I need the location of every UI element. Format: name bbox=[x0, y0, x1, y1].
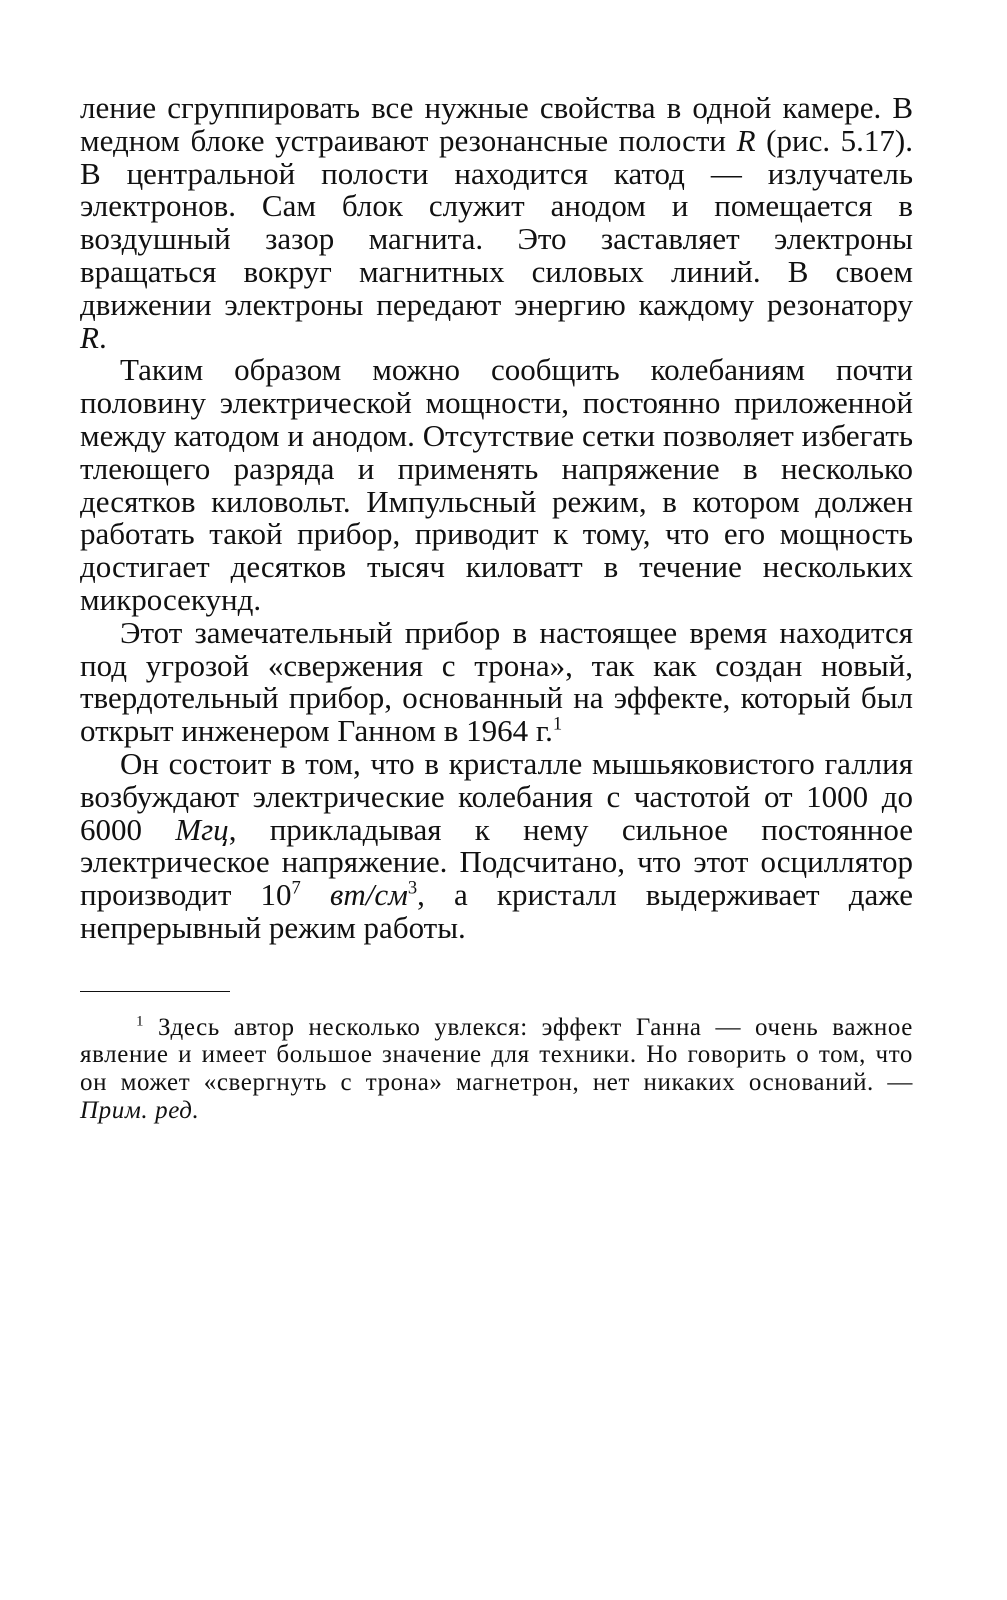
variable-r-2: R bbox=[80, 319, 99, 355]
variable-r-1: R bbox=[736, 122, 756, 158]
footnote bbox=[80, 1014, 913, 1124]
main-text bbox=[80, 92, 913, 945]
unit-frequency: Мгц bbox=[175, 811, 229, 847]
footnote-mark: 1 bbox=[136, 1013, 145, 1030]
paragraph-4-text-b: , прикладывая к нему сильное постоянное электрическое напряжение. Подсчитано, что этот осциллятор производит 10 bbox=[80, 811, 914, 913]
power-exponent: 7 bbox=[291, 877, 301, 899]
paragraph-3 bbox=[80, 614, 913, 749]
footnote-reference: 1 bbox=[552, 713, 563, 735]
unit-exponent: 3 bbox=[407, 877, 418, 899]
paragraph-2-text: Таким образом можно сообщить колебаниям почти половину электрической мощности, постоянно приложенной между катодом и анодом. Отсутствие сетки позволяет избегать тлеющего разряда и применять напряжение в несколько десятков киловольт. Импульсный режим, в котором должен работать такой прибор, приводит к тому, что его мощность достигает десятков тысяч киловатт в течение нескольких микросекунд. bbox=[80, 352, 913, 617]
paragraph-2 bbox=[80, 354, 913, 616]
unit-power-density: вт/см bbox=[329, 877, 408, 913]
footnote-text: Здесь автор несколько увлекся: эффект Ганна — очень важное явление и имеет большое значение для техники. Но говорить о том, что он может «свергнуть с трона» магнетрон, нет никаких оснований. — bbox=[80, 1013, 913, 1096]
paragraph-1-text-c: . bbox=[98, 319, 107, 355]
footnote-divider bbox=[80, 991, 230, 992]
paragraph-3-text: Этот замечательный прибор в настоящее время находится под угрозой «свержения с трона», так как создан новый, твердотельный прибор, основанный на эффекте, который был открыт инженером Ганном в 1964 г. bbox=[80, 614, 913, 749]
book-page bbox=[80, 92, 913, 1124]
paragraph-4-text-a: Он состоит в том, что в кристалле мышьяковистого галлия возбуждают электрические колебания с частотой от 1000 до 6000 bbox=[80, 745, 913, 847]
paragraph-4-text-c: , а кристалл выдерживает даже непрерывный режим работы. bbox=[80, 877, 913, 945]
paragraph-1-text-b: (рис. 5.17). В центральной полости находится катод — излучатель электронов. Сам блок служит анодом и помещается в воздушный зазор магнита. Это заставляет электроны вращаться вокруг магнитных силовых линий. В своем движении электроны передают энергию каждому резонатору bbox=[80, 122, 913, 322]
editor-note: Прим. ред. bbox=[80, 1096, 200, 1124]
footnote-paragraph bbox=[80, 1014, 913, 1124]
paragraph-4 bbox=[80, 745, 914, 945]
paragraph-1-text-a: ление сгруппировать все нужные свойства в одной камере. В медном блоке устраивают резонансные полости bbox=[80, 90, 913, 158]
paragraph-1 bbox=[80, 92, 913, 354]
